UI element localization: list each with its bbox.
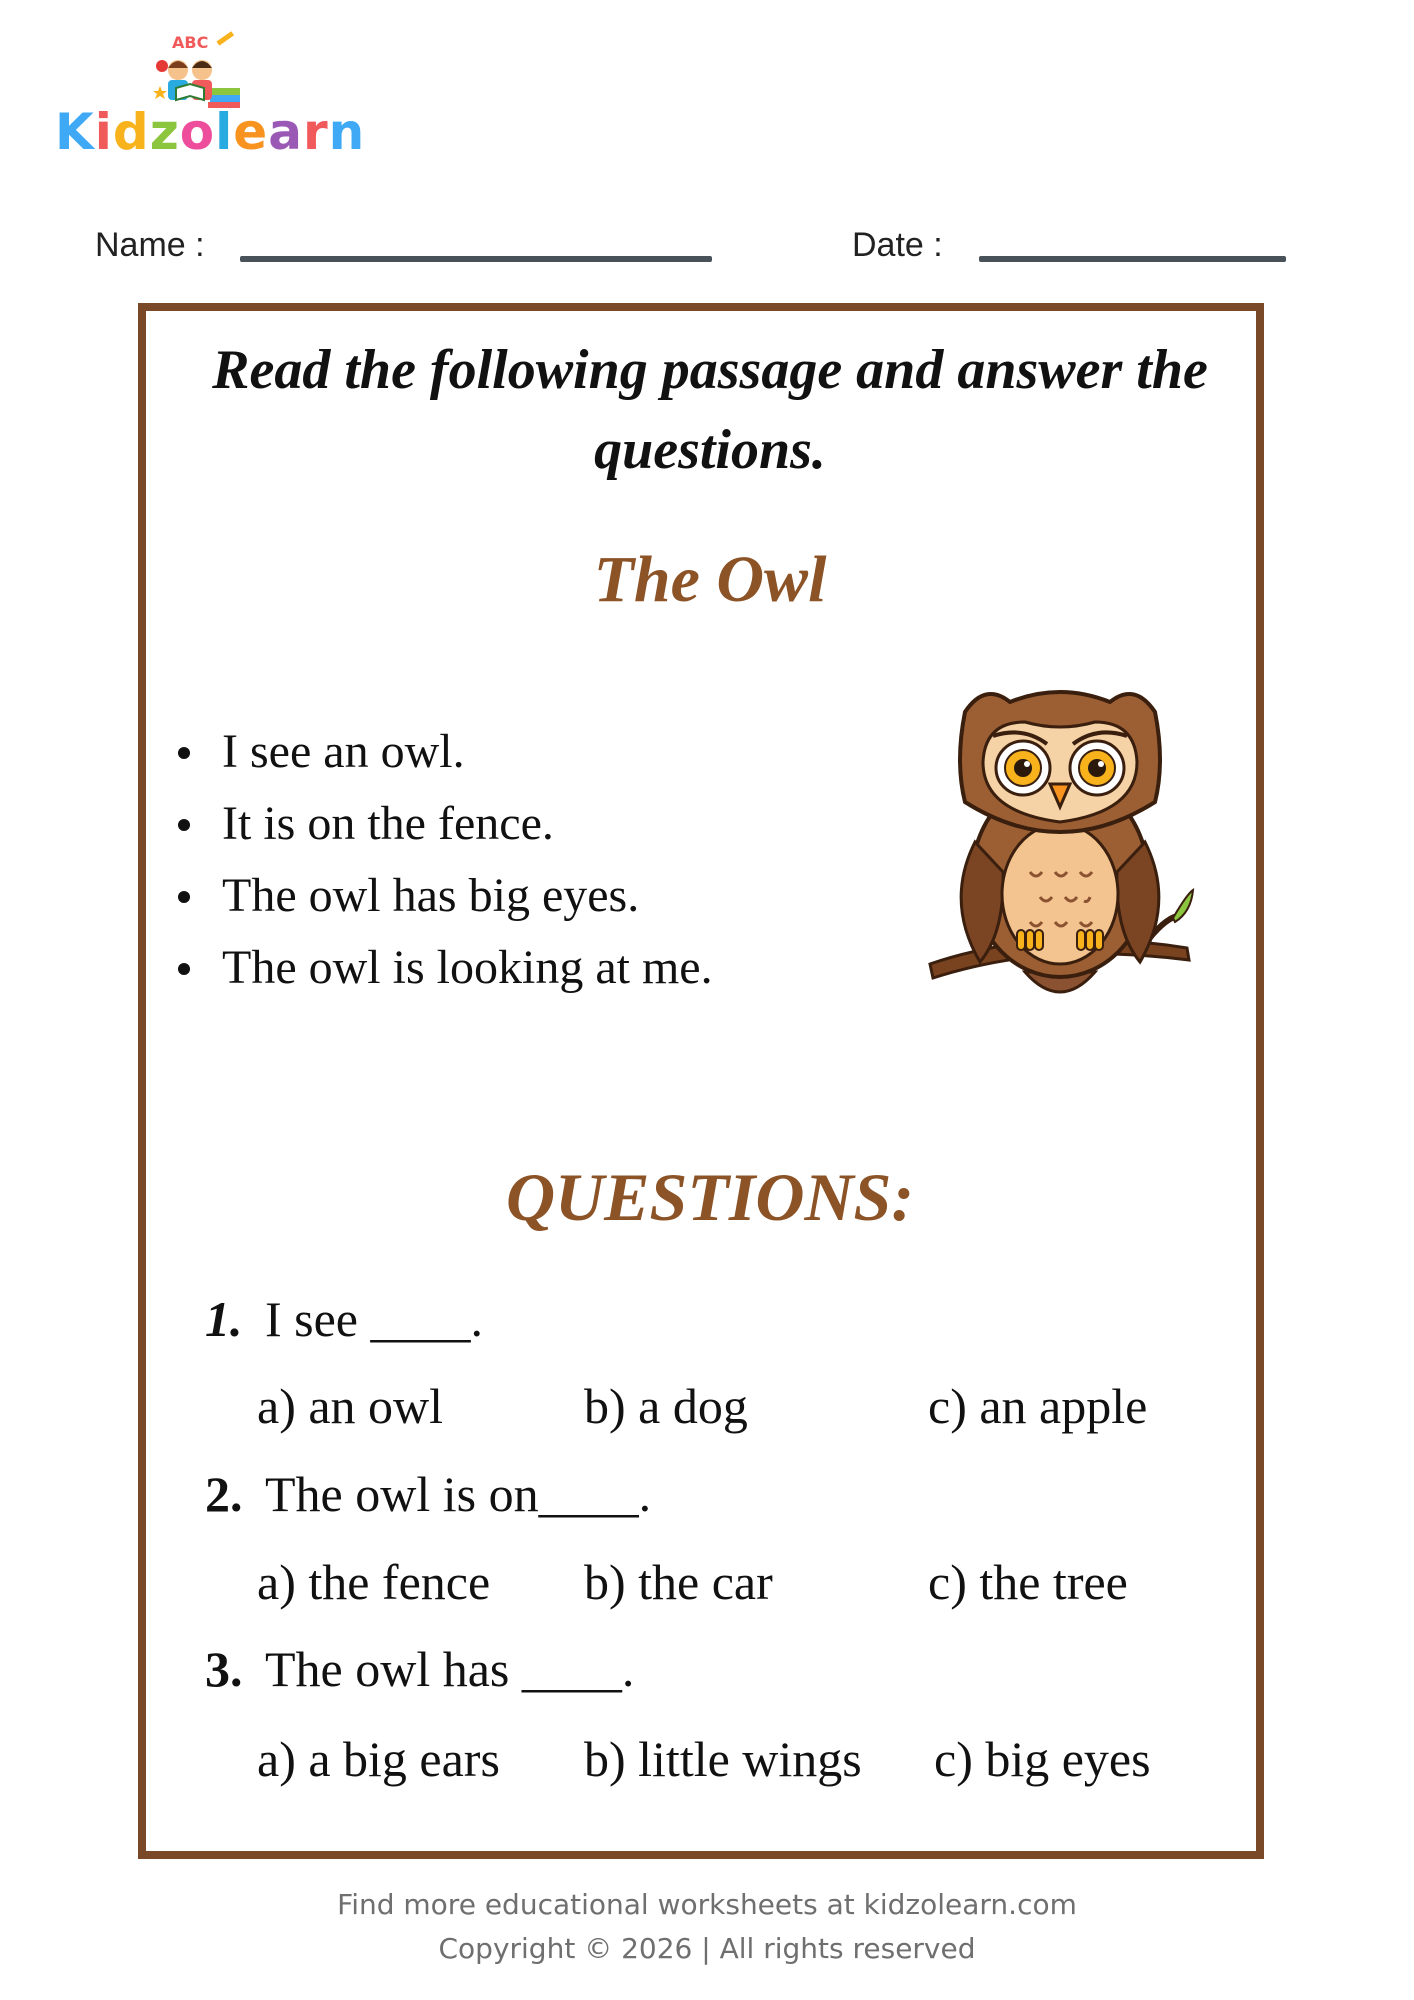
logo-letter: K <box>55 103 95 161</box>
questions-heading: QUESTIONS: <box>505 1159 915 1235</box>
bullet-icon <box>178 891 190 903</box>
logo-letter: o <box>179 103 216 161</box>
bullet-icon <box>178 819 190 831</box>
date-line[interactable] <box>979 256 1286 262</box>
passage-line <box>178 716 713 788</box>
question-number: 3. <box>205 1641 243 1697</box>
logo-letter: e <box>233 103 269 161</box>
question-text: The owl is on____. <box>265 1466 652 1522</box>
passage-line <box>178 932 713 1004</box>
story-title: The Owl <box>593 543 827 616</box>
option-1a[interactable]: a) an owl <box>257 1378 444 1434</box>
passage-text: I see an owl. <box>222 725 465 778</box>
question-number: 2. <box>205 1466 243 1522</box>
name-line[interactable] <box>240 256 712 262</box>
logo-letter: l <box>215 103 234 161</box>
instruction-heading: Read the following passage and answer the questions. <box>212 339 1208 481</box>
passage-list <box>178 716 713 1004</box>
option-3c[interactable]: c) big eyes <box>934 1731 1151 1787</box>
option-2a[interactable]: a) the fence <box>257 1554 491 1610</box>
question-text: I see ____. <box>265 1291 483 1347</box>
logo-letter: i <box>94 103 113 161</box>
option-2b[interactable]: b) the car <box>584 1554 773 1610</box>
question-3 <box>205 1640 634 1698</box>
name-label: Name : <box>95 226 205 264</box>
worksheet-frame <box>138 303 1264 1859</box>
question-text: The owl has ____. <box>265 1641 635 1697</box>
passage-text: It is on the fence. <box>222 797 554 850</box>
option-2c[interactable]: c) the tree <box>928 1554 1128 1610</box>
logo-badge-text: ABC <box>172 33 209 52</box>
bullet-icon <box>178 963 190 975</box>
passage-line <box>178 860 713 932</box>
option-1b[interactable]: b) a dog <box>584 1378 748 1434</box>
logo-wordmark <box>55 102 365 162</box>
logo-letter: r <box>302 103 329 161</box>
passage-text: The owl is looking at me. <box>222 941 713 994</box>
option-3b[interactable]: b) little wings <box>584 1731 862 1787</box>
option-3a[interactable]: a) a big ears <box>257 1731 500 1787</box>
question-2 <box>205 1465 651 1523</box>
footer-copyright: Copyright © 2026 | All rights reserved <box>438 1932 976 1965</box>
passage-text: The owl has big eyes. <box>222 869 640 922</box>
owl-illustration <box>925 672 1195 1007</box>
logo-letter: a <box>268 103 303 161</box>
date-label: Date : <box>852 226 943 264</box>
option-1c[interactable]: c) an apple <box>928 1378 1148 1434</box>
footer-promo: Find more educational worksheets at kidzolearn.com <box>337 1888 1077 1921</box>
question-number: 1. <box>205 1291 243 1347</box>
kidzolearn-logo <box>55 30 366 161</box>
logo-letter: d <box>112 103 150 161</box>
logo-letter: z <box>149 103 180 161</box>
kids-reading-icon <box>150 30 250 110</box>
passage-line <box>178 788 713 860</box>
logo-letter: n <box>328 103 366 161</box>
question-1 <box>205 1290 483 1348</box>
bullet-icon <box>178 747 190 759</box>
